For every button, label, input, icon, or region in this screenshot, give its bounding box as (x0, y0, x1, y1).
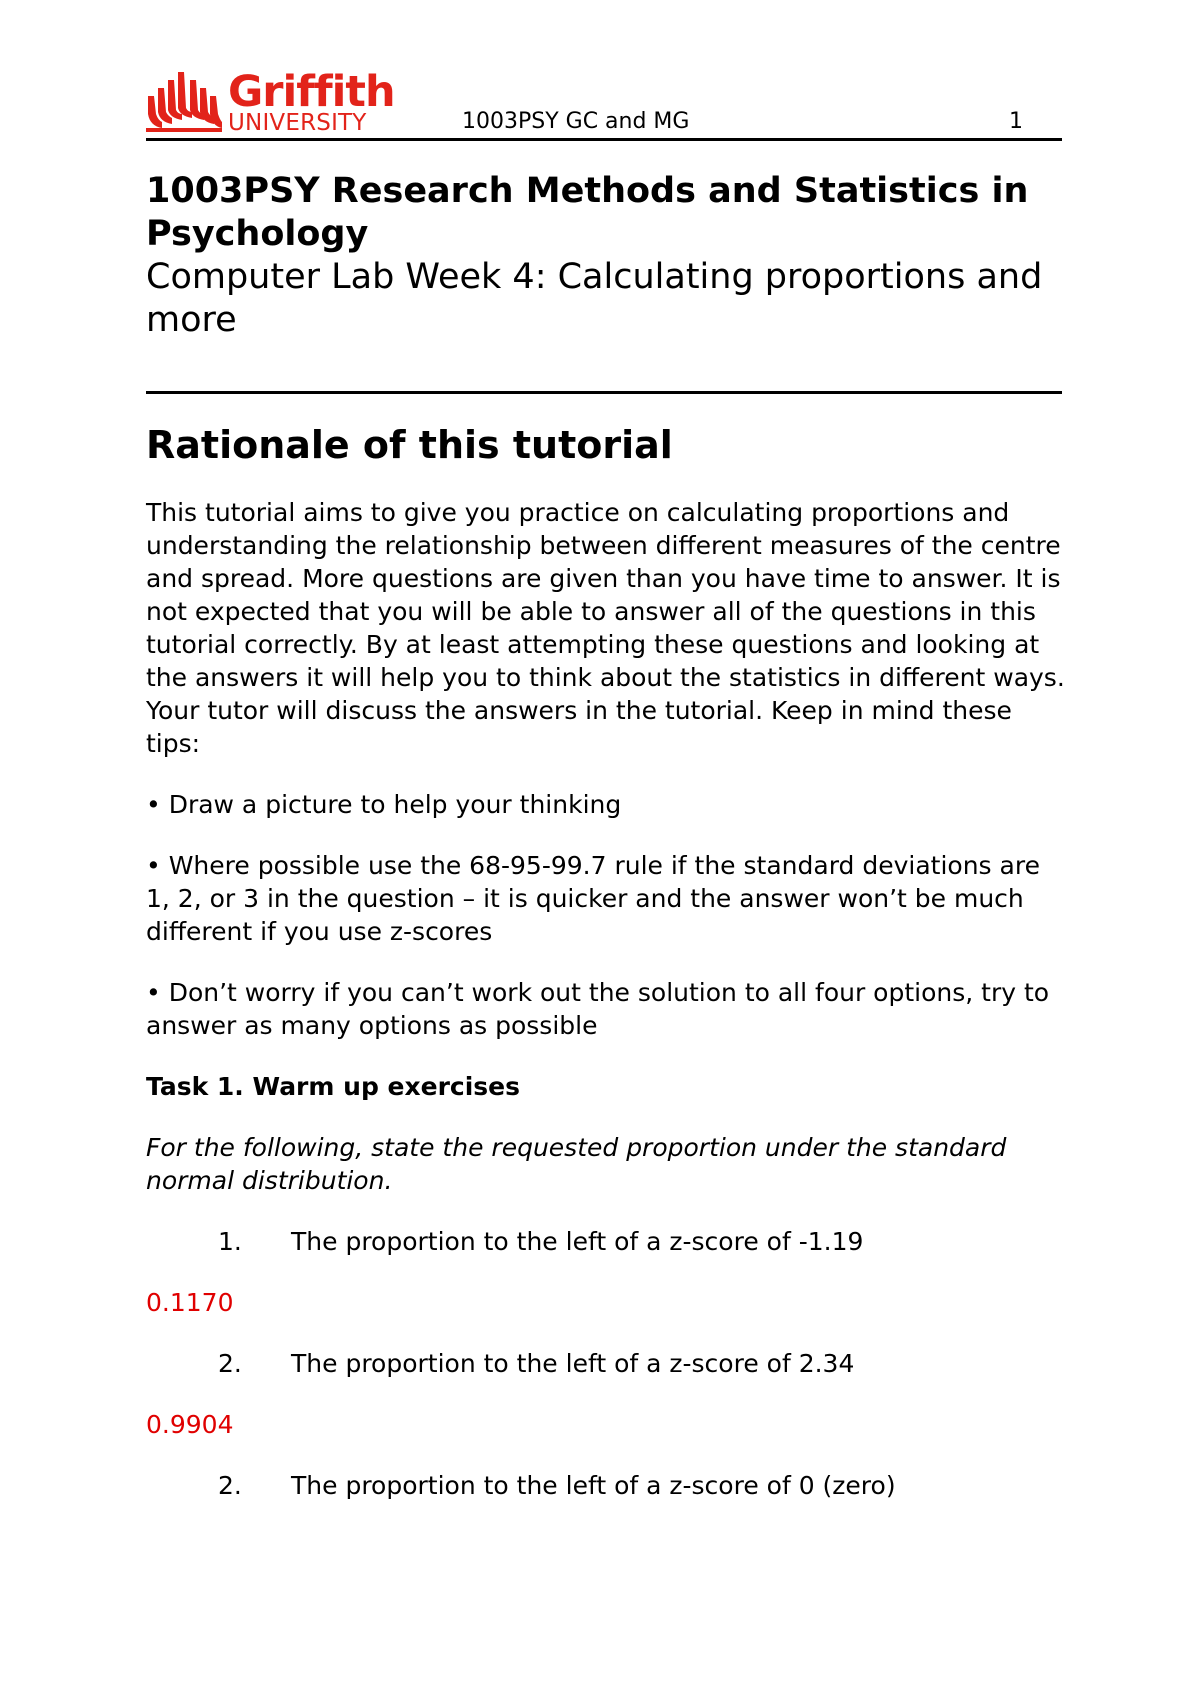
title-divider (146, 391, 1062, 394)
question-number: 1. (218, 1227, 242, 1256)
question-number: 2. (218, 1349, 242, 1378)
tip-item: • Where possible use the 68-95-99.7 rule if the standard deviations are 1, 2, or 3 in the question – it is quicker and the answer won’t be much different if you use z-scores (146, 851, 1040, 946)
answer-text: 0.1170 (146, 1288, 234, 1317)
griffith-logo (146, 67, 395, 136)
question-text: The proportion to the left of a z-score of 0 (zero) (291, 1471, 896, 1500)
question-item (146, 1347, 1066, 1380)
task-heading: Task 1. Warm up exercises (146, 1072, 521, 1101)
question-number: 2. (218, 1471, 242, 1500)
tip-item: • Draw a picture to help your thinking (146, 790, 622, 819)
question-item (146, 1469, 1066, 1502)
question-text: The proportion to the left of a z-score of 2.34 (291, 1349, 855, 1378)
question-item (146, 1225, 1066, 1258)
intro-paragraph: This tutorial aims to give you practice on calculating proportions and understanding the relationship between different measures of the centre and spread. More questions are given than you have time to answer. It is not expected that you will be able to answer all of the questions in this tutorial correctly. By at least attempting these questions and looking at the answers it will help you to think about the statistics in different ways. Your tutor will discuss the answers in the tutorial. Keep in mind these tips: (146, 498, 1065, 758)
logo-wordmark: Griffith (228, 67, 395, 117)
main-content (146, 420, 1066, 1530)
page-number: 1 (1009, 109, 1023, 134)
header-divider (146, 138, 1062, 141)
document-title: 1003PSY Research Methods and Statistics in Psychology (146, 171, 1029, 254)
document-subtitle: Computer Lab Week 4: Calculating proportions and more (146, 257, 1043, 340)
logo-subtitle: UNIVERSITY (228, 110, 367, 136)
answer-text: 0.9904 (146, 1410, 234, 1439)
task-instruction: For the following, state the requested proportion under the standard normal distribution. (146, 1133, 1007, 1195)
tip-item: • Don’t worry if you can’t work out the solution to all four options, try to answer as many options as possible (146, 978, 1050, 1040)
griffith-emblem-icon (146, 70, 222, 132)
header-course-code: 1003PSY GC and MG (462, 109, 690, 134)
section-heading: Rationale of this tutorial (146, 423, 673, 467)
question-text: The proportion to the left of a z-score of -1.19 (291, 1227, 864, 1256)
